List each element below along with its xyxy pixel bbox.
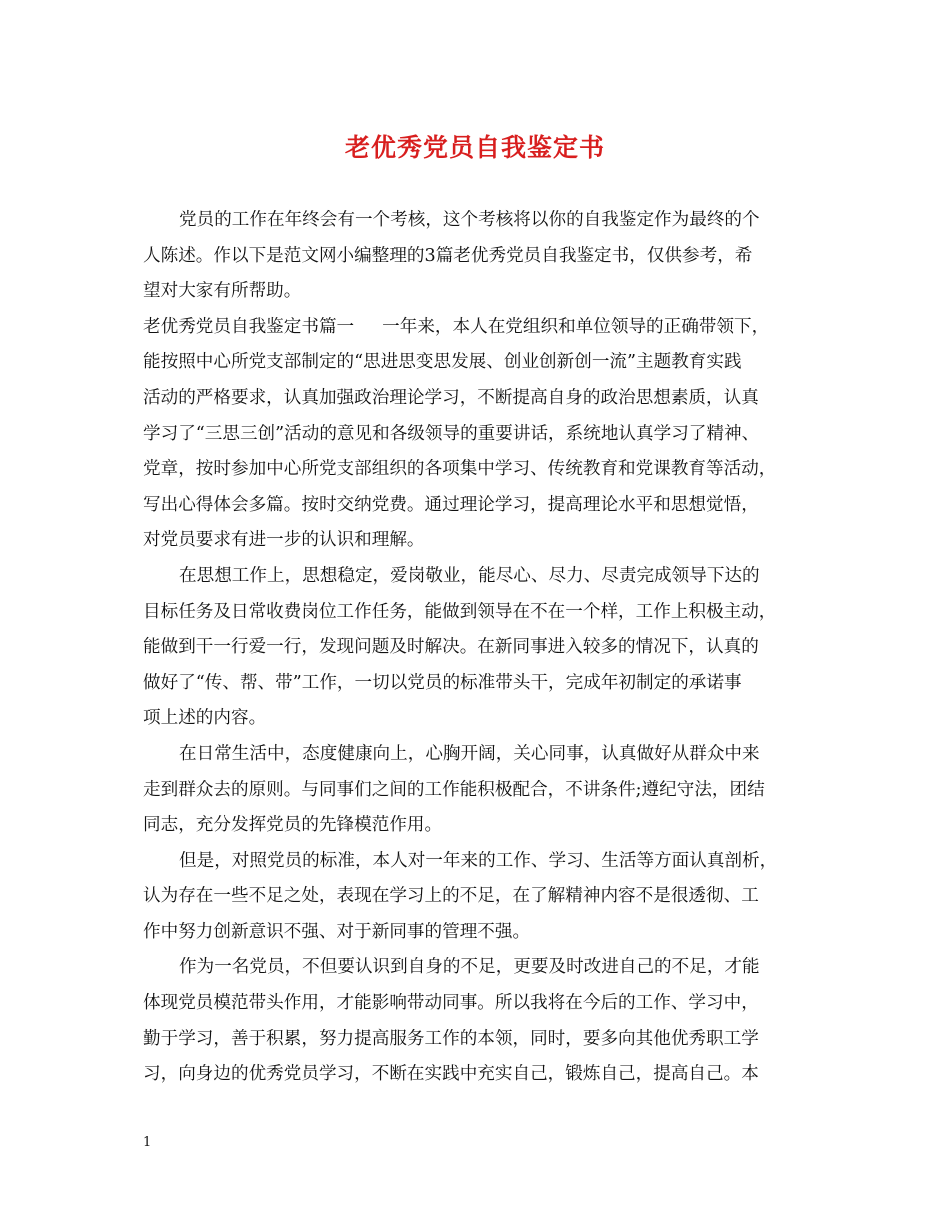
body-text: 人陈述。作以下是范文网小编整理的3篇老优秀党员自我鉴定书，仅供参考，希 bbox=[143, 245, 753, 266]
body-text: 活动的严格要求，认真加强政治理论学习，不断提高自身的政治思想素质，认真 bbox=[143, 387, 759, 408]
body-text: 做好了“传、帮、带”工作，一切以党员的标准带头干，完成年初制定的承诺事 bbox=[143, 672, 742, 693]
body-text: 同志，充分发挥党员的先锋模范作用。 bbox=[143, 815, 443, 836]
body-text: 勤于学习，善于积累，努力提高服务工作的本领，同时，要多向其他优秀职工学 bbox=[143, 1028, 759, 1049]
body-line bbox=[143, 737, 813, 773]
body-text: 作中努力创新意识不强、对于新同事的管理不强。 bbox=[143, 921, 531, 942]
body-line bbox=[143, 950, 813, 986]
body-text: 能做到干一行爱一行，发现问题及时解决。在新同事进入较多的情况下，认真的 bbox=[143, 637, 759, 658]
body-line bbox=[143, 630, 813, 666]
body-line bbox=[143, 310, 813, 346]
body-text: 望对大家有所帮助。 bbox=[143, 281, 302, 302]
section-heading: 老优秀党员自我鉴定书篇一 bbox=[143, 316, 355, 337]
body-text: 学习了“三思三创”活动的意见和各级领导的重要讲话，系统地认真学习了精神、 bbox=[143, 423, 760, 444]
body-line bbox=[143, 986, 813, 1022]
body-text: 能按照中心所党支部制定的“思进思变思发展、创业创新创一流”主题教育实践 bbox=[143, 352, 742, 373]
body-line bbox=[143, 417, 813, 453]
body-text: 对党员要求有进一步的认识和理解。 bbox=[143, 530, 425, 551]
body-line bbox=[143, 879, 813, 915]
page-number: 1 bbox=[143, 1135, 152, 1150]
body-text: 在思想工作上，思想稳定，爱岗敬业，能尽心、尽力、尽责完成领导下达的 bbox=[179, 565, 760, 586]
body-text: 党员的工作在年终会有一个考核，这个考核将以你的自我鉴定作为最终的个 bbox=[179, 210, 760, 230]
body-line bbox=[143, 559, 813, 595]
body-line bbox=[143, 488, 813, 524]
body-line bbox=[143, 808, 813, 844]
body-line bbox=[143, 381, 813, 417]
body-text: 一年来，本人在党组织和单位领导的正确带领下， bbox=[382, 316, 770, 337]
body-line bbox=[143, 701, 813, 737]
body-text: 党章，按时参加中心所党支部组织的各项集中学习、传统教育和党课教育等活动， bbox=[143, 459, 777, 480]
body-line bbox=[143, 915, 813, 951]
body-line bbox=[143, 274, 813, 310]
body-line bbox=[143, 345, 813, 381]
body-line bbox=[143, 239, 813, 275]
body-line bbox=[143, 595, 813, 631]
body-text: 写出心得体会多篇。按时交纳党费。通过理论学习，提高理论水平和思想觉悟， bbox=[143, 494, 759, 515]
body-text: 在日常生活中，态度健康向上，心胸开阔，关心同事，认真做好从群众中来 bbox=[179, 743, 760, 764]
body-text: 体现党员模范带头作用，才能影响带动同事。所以我将在今后的工作、学习中， bbox=[143, 993, 759, 1014]
body-line bbox=[143, 773, 813, 809]
body-line bbox=[143, 1022, 813, 1058]
body-text: 但是，对照党员的标准，本人对一年来的工作、学习、生活等方面认真剖析， bbox=[179, 850, 778, 871]
body-text: 项上述的内容。 bbox=[143, 708, 267, 729]
body-line bbox=[143, 666, 813, 702]
body-text: 认为存在一些不足之处，表现在学习上的不足，在了解精神内容不是很透彻、工 bbox=[143, 886, 759, 907]
body-text: 走到群众去的原则。与同事们之间的工作能积极配合，不讲条件;遵纪守法，团结 bbox=[143, 779, 765, 800]
body-line bbox=[143, 1057, 813, 1093]
body-line bbox=[143, 844, 813, 880]
body-line bbox=[143, 203, 813, 239]
body-text: 习，向身边的优秀党员学习，不断在实践中充实自己，锻炼自己，提高自己。本 bbox=[143, 1064, 759, 1085]
body-text: 目标任务及日常收费岗位工作任务，能做到领导在不在一个样，工作上积极主动， bbox=[143, 601, 777, 622]
document-body bbox=[143, 203, 813, 1093]
body-line bbox=[143, 523, 813, 559]
body-line bbox=[143, 452, 813, 488]
body-text: 作为一名党员，不但要认识到自身的不足，更要及时改进自己的不足，才能 bbox=[179, 957, 760, 978]
document-title: 老优秀党员自我鉴定书 bbox=[344, 133, 605, 162]
